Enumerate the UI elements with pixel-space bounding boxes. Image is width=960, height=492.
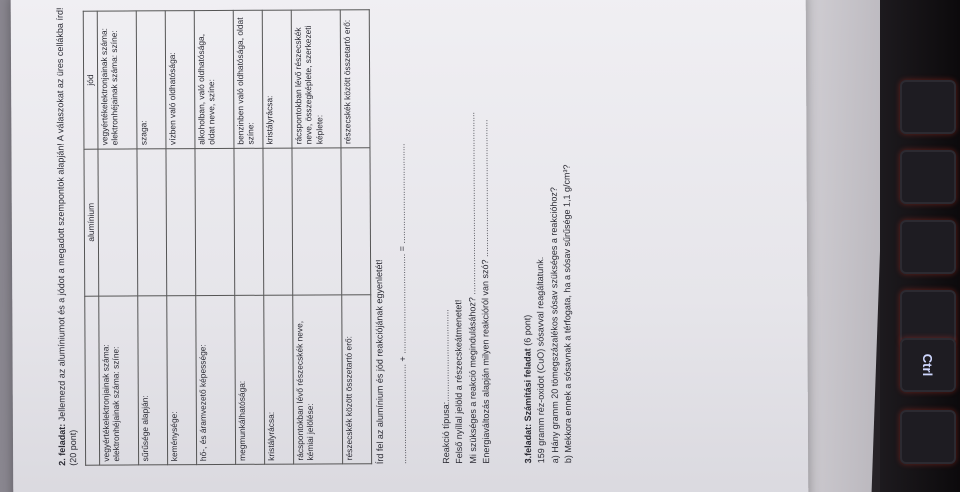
table-row (97, 11, 138, 465)
answer-cell-aluminium (291, 148, 341, 295)
ctrl-key-label: Ctrl (920, 353, 936, 377)
table-row (136, 11, 167, 465)
question-reaction-type: Reakció típusa:..................................... (440, 309, 452, 464)
task-3-question-b: b) Mekkora ennek a sósavnak a térfogata, ha a sósav sűrűsége 1,1 g/cm³? (561, 164, 573, 464)
worksheet-paper (11, 0, 809, 492)
properties-table (83, 9, 372, 465)
answer-cell-aluminium (136, 148, 166, 295)
worksheet-content (51, 2, 793, 476)
table-row (340, 10, 371, 464)
answer-cell-aluminium (165, 148, 195, 295)
task-3-label: 3.feladat: Számítási feladat (522, 348, 534, 464)
equation-blank-line: ........................................ + ........................................ = ........................................ (396, 143, 409, 465)
row-property-iodine: rácspontokban lévő részecskék neve, összegképlete, szerkezeti képlete: (291, 10, 341, 148)
row-property-aluminium: keménysége: (166, 295, 196, 465)
header-blank (85, 296, 99, 466)
row-property-aluminium: kristályrácsa: (263, 295, 293, 465)
row-property-aluminium: részecskék között összetartó erő: (341, 294, 371, 464)
table-row (291, 10, 342, 464)
row-property-aluminium: sűrűsége alapján: (137, 295, 167, 465)
keyboard-key (900, 220, 956, 274)
keyboard-key (900, 410, 956, 464)
task-3-intro: 159 gramm réz-oxidot (CuO) sósavval reagáltatunk. (535, 256, 547, 464)
answer-cell-aluminium (233, 148, 263, 295)
row-property-iodine: alkoholban, való oldhatósága, oldat neve, színe: (194, 10, 234, 148)
answer-cell-aluminium (262, 148, 292, 295)
question-start: Mi szükséges a reakció megindulásához? ......................................................................... (465, 112, 478, 464)
task-3-points: (6 pont) (522, 314, 533, 346)
question-energy: Energiaváltozás alapján milyen reakcióról van szó? ....................................................... (479, 119, 491, 464)
keyboard (880, 0, 960, 492)
ctrl-key (900, 338, 956, 392)
row-property-iodine: benzinben való oldhatósága, oldat színe: (233, 10, 263, 148)
row-property-aluminium: vegyértékelektronjainak száma: elektronhéjainak száma: színe: (98, 295, 138, 465)
keyboard-key (900, 150, 956, 204)
question-arrow: Felső nyíllal jelöld a részecskeátmenetet! (453, 299, 465, 464)
answer-cell-aluminium (97, 149, 137, 296)
row-property-iodine: szaga: (136, 11, 166, 149)
reaction-questions (439, 14, 494, 464)
task-2-label: 2. feladat: (56, 423, 68, 466)
row-property-aluminium: rácspontokban lévő részecskék neve, kémiai jelölése: (292, 294, 342, 464)
table-row (233, 10, 264, 464)
row-property-iodine: vízben való oldhatósága: (165, 11, 195, 149)
table-row (262, 10, 293, 464)
row-property-aluminium: megmunkálhatósága: (234, 295, 264, 465)
row-property-aluminium: hő-, és áramvezető képessége: (195, 295, 235, 465)
answer-cell-aluminium (194, 148, 234, 295)
header-iodine: jód (83, 11, 97, 149)
row-property-iodine: részecskék között összetartó erő: (340, 10, 370, 148)
keyboard-key (900, 80, 956, 134)
table-row (165, 11, 196, 465)
task-2-title (55, 6, 80, 466)
row-property-iodine: vegyértékelektronjainak száma: elektronhéjainak száma: színe: (97, 11, 137, 149)
task-3-block (521, 3, 576, 463)
row-property-iodine: kristályrácsa: (262, 10, 292, 148)
equation-instruction: Írd fel az alumínium és jód reakciójának egyenletét! (374, 259, 386, 465)
header-aluminium: alumínium (84, 149, 98, 296)
table-body (97, 10, 371, 465)
answer-cell-aluminium (340, 147, 370, 294)
task-3-title (521, 3, 535, 463)
task-3-question-a: a) Hány gramm 20 tömegszázalékos sósav szükséges a reakcióhoz? (548, 187, 560, 464)
keyboard-key (900, 290, 956, 344)
task-2-instructions: Jellemezd az alumíniumot és a jódot a megadott szempontok alapján! A válaszokat az üres cellákba írd! (20 pont) (54, 7, 79, 466)
table-row (194, 10, 235, 464)
